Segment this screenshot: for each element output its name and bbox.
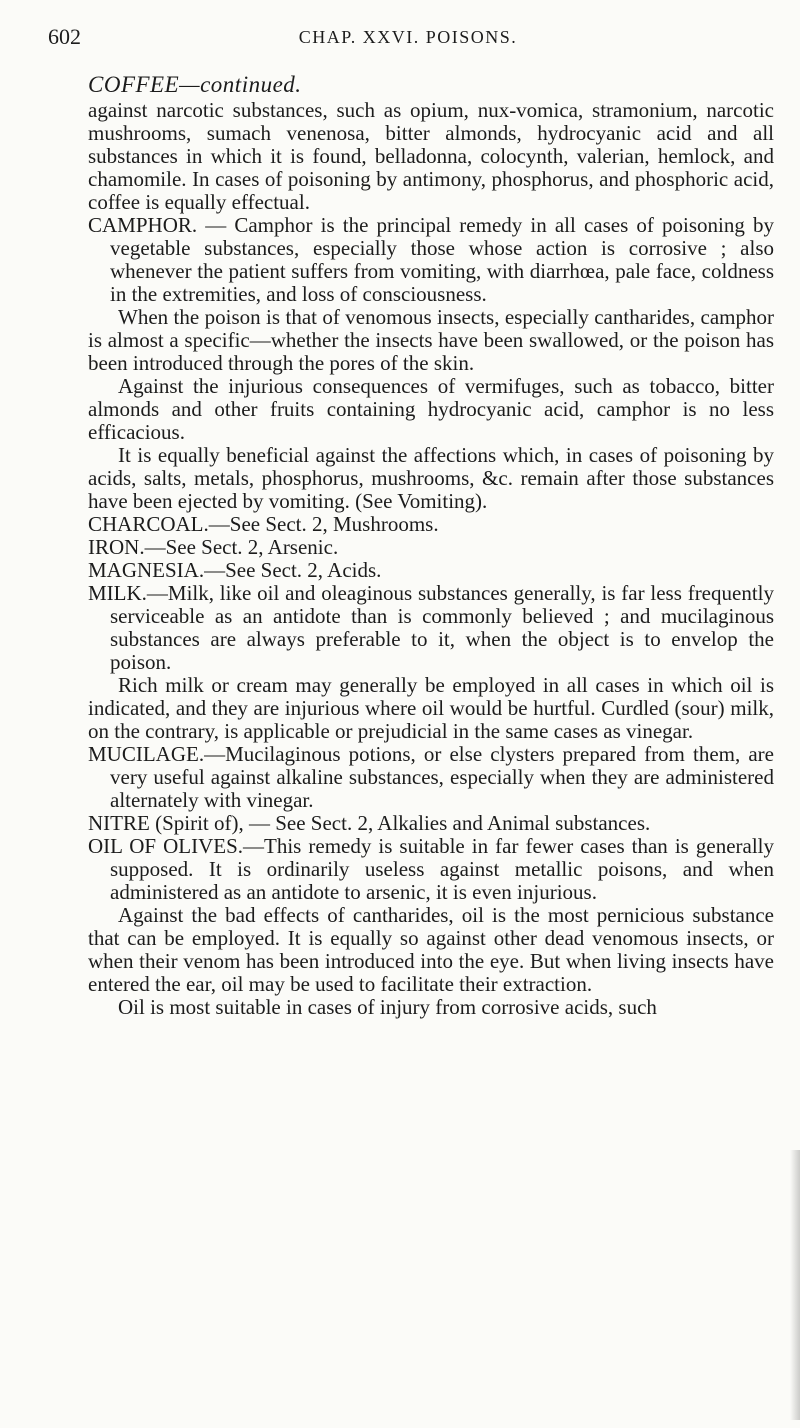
paragraph-milk: MILK.—Milk, like oil and oleaginous substances generally, is far less frequently serviceable as an antidote than is commonly believed ; and mucilaginous substances are always preferable to it, when the object is to envelop the poison. — [88, 581, 774, 674]
running-head: CHAP. XXVI. POISONS. — [298, 27, 518, 47]
paragraph-camphor: CAMPHOR. — Camphor is the principal remedy in all cases of poisoning by vegetable substances, especially those whose action is corrosive ; also whenever the patient suffers from vomiting, with diarrhœa, pale face, coldness in the extremities, and loss of consciousness. — [88, 213, 774, 306]
page-body — [88, 72, 774, 1019]
paragraph-magnesia: MAGNESIA.—See Sect. 2, Acids. — [88, 558, 382, 582]
page-header — [48, 24, 768, 54]
paragraph-coffee-continued: against narcotic substances, such as opium, nux-vomica, stramonium, narcotic mushrooms, sumach venenosa, bitter almonds, hydrocyanic acid and all substances in which it is found, belladonna, colocynth, valerian, hemlock, and chamomile. In cases of poisoning by antimony, phosphorus, and phosphoric acid, coffee is equally effectual. — [88, 98, 774, 214]
paragraph-camphor-vermifuges: Against the injurious consequences of vermifuges, such as tobacco, bitter almonds and other fruits containing hydrocyanic acid, camphor is no less efficacious. — [88, 374, 774, 444]
paragraph-camphor-acids: It is equally beneficial against the affections which, in cases of poisoning by acids, salts, metals, phosphorus, mushrooms, &c. remain after those substances have been ejected by vomiting. (See Vomiting). — [88, 443, 774, 513]
paragraph-milk-cream: Rich milk or cream may generally be employed in all cases in which oil is indicated, and they are injurious where oil would be hurtful. Curdled (sour) milk, on the contrary, is applicable or prejudicial in the same cases as vinegar. — [88, 673, 774, 743]
page-edge-shadow — [790, 1150, 800, 1420]
paragraph-oil-cantharides: Against the bad effects of cantharides, oil is the most pernicious substance that can be employed. It is equally so against other dead venomous insects, or when their venom has been introduced into the eye. But when living insects have entered the ear, oil may be used to facilitate their extraction. — [88, 903, 774, 996]
paragraph-charcoal: CHARCOAL.—See Sect. 2, Mushrooms. — [88, 512, 439, 536]
paragraph-oil-acids: Oil is most suitable in cases of injury from corrosive acids, such — [118, 995, 657, 1019]
section-title: COFFEE—continued. — [88, 72, 302, 97]
page-number: 602 — [48, 24, 81, 49]
paragraph-camphor-insects: When the poison is that of venomous insects, especially cantharides, camphor is almost a specific—whether the insects have been swallowed, or the poison has been introduced through the pores of the skin. — [88, 305, 774, 375]
paragraph-oil-of-olives: OIL OF OLIVES.—This remedy is suitable in far fewer cases than is generally supposed. It is ordinarily useless against metallic poisons, and when administered as an antidote to arsenic, it is even injurious. — [88, 834, 774, 904]
paragraph-nitre: NITRE (Spirit of), — See Sect. 2, Alkalies and Animal substances. — [88, 811, 651, 835]
paragraph-mucilage: MUCILAGE.—Mucilaginous potions, or else clysters prepared from them, are very useful against alkaline substances, especially when they are administered alternately with vinegar. — [88, 742, 774, 812]
paragraph-iron: IRON.—See Sect. 2, Arsenic. — [88, 535, 339, 559]
